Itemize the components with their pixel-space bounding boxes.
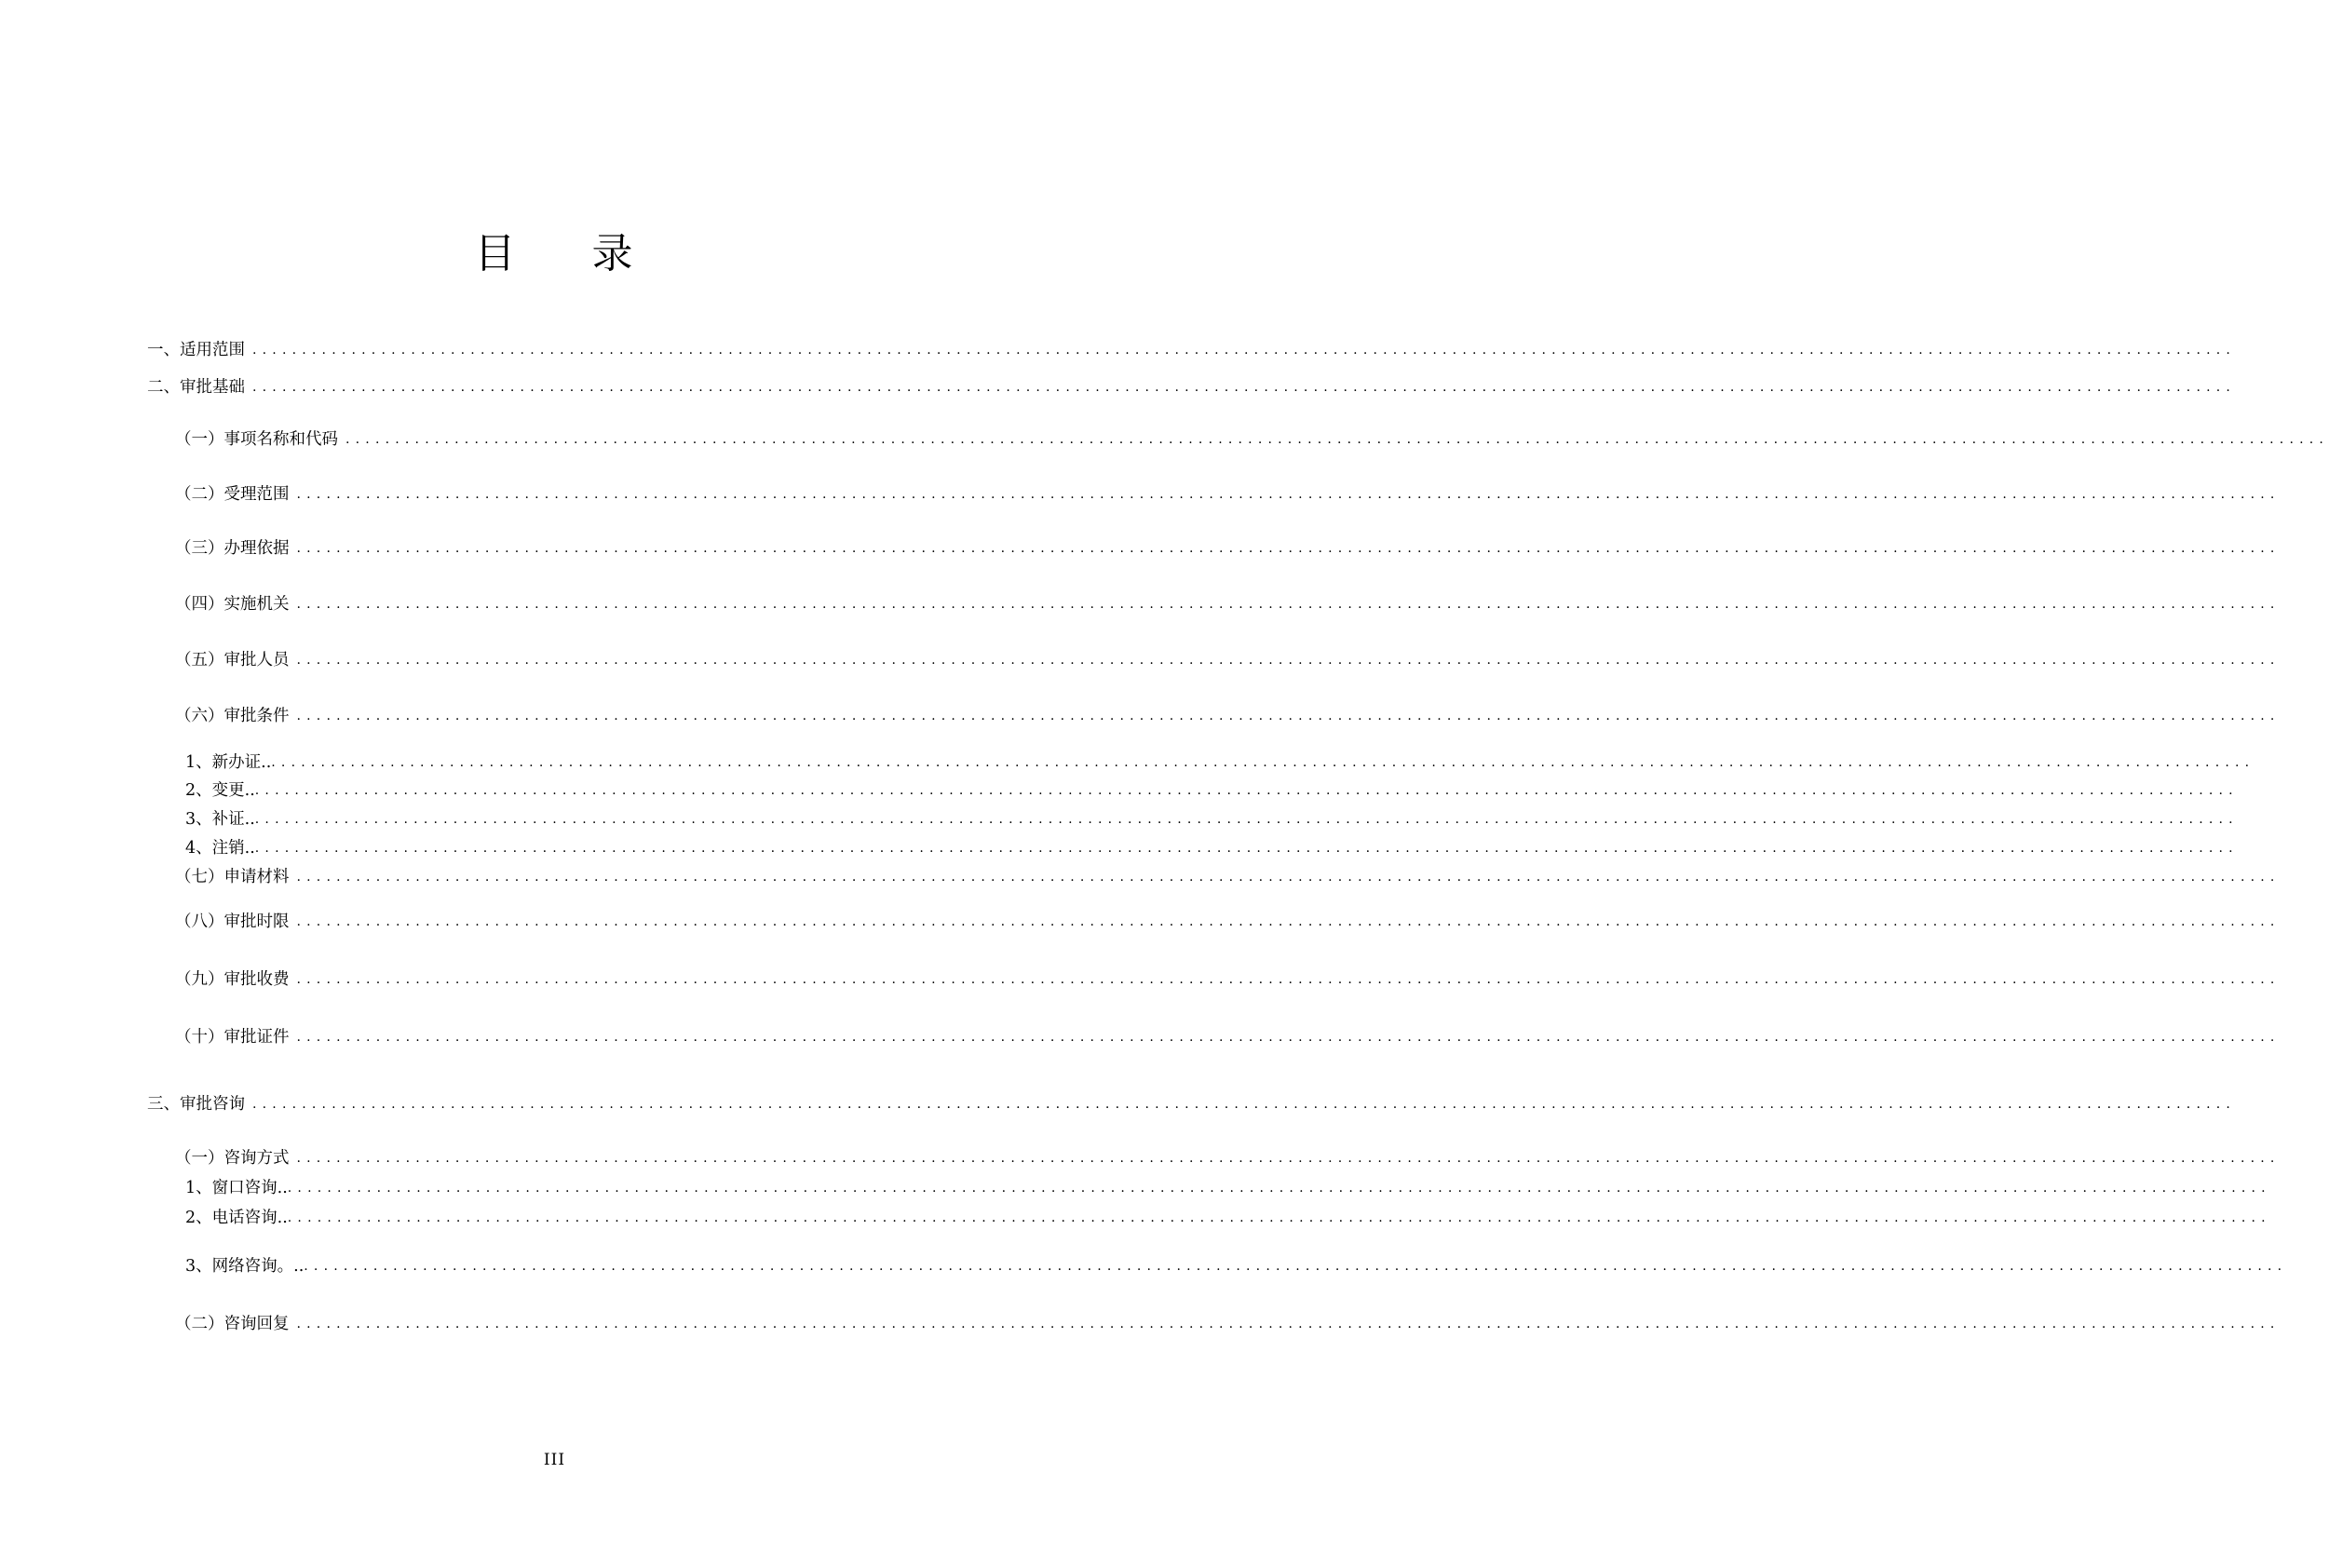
toc-entry[interactable] xyxy=(175,703,2281,727)
toc-leader-dots: ........................................................................................................................................................................................................ xyxy=(296,1317,2281,1331)
toc-entry-label: （六）审批条件 xyxy=(175,707,290,725)
toc-entry-label: 3、补证.. xyxy=(185,810,255,829)
toc-entry-label: 2、电话咨询.. xyxy=(185,1209,288,1227)
toc-leader-dots: ........................................................................................................................................................................................................ xyxy=(296,914,2281,929)
toc-leader-dots: ........................................................................................................................................................................................................ xyxy=(271,755,2255,770)
toc-entry-label: 三、审批咨询 xyxy=(147,1095,245,1114)
toc-entry[interactable] xyxy=(175,1024,2281,1048)
toc-entry-label: （一）咨询方式 xyxy=(175,1149,290,1168)
page-number: III xyxy=(543,1451,566,1469)
toc-entry-label: （二）受理范围 xyxy=(175,485,290,504)
toc-entry[interactable] xyxy=(175,647,2281,671)
toc-entry[interactable] xyxy=(175,966,2281,991)
toc-entry[interactable] xyxy=(175,909,2281,933)
toc-entry-label: （七）申请材料 xyxy=(175,868,290,886)
toc-entry[interactable] xyxy=(185,806,2239,831)
toc-entry[interactable] xyxy=(185,1205,2271,1229)
toc-entry[interactable] xyxy=(147,1091,2237,1115)
toc-entry[interactable] xyxy=(185,835,2239,859)
toc-title xyxy=(0,228,1109,280)
toc-title-char-2: 录 xyxy=(591,230,635,277)
toc-entry[interactable] xyxy=(175,864,2281,888)
toc-leader-dots: ........................................................................................................................................................................................................ xyxy=(296,597,2281,612)
toc-entry[interactable] xyxy=(185,1253,2288,1277)
toc-entry-label: 3、网络咨询。.. xyxy=(185,1257,305,1276)
toc-entry-label: （三）办理依据 xyxy=(175,539,290,558)
toc-entry-label: 4、注销.. xyxy=(185,839,255,858)
toc-entry-label: （四）实施机关 xyxy=(175,595,290,614)
toc-entry[interactable] xyxy=(175,426,2329,451)
toc-entry[interactable] xyxy=(175,535,2281,560)
toc-leader-dots: ........................................................................................................................................................................................................ xyxy=(252,380,2237,395)
toc-leader-dots: ........................................................................................................................................................................................................ xyxy=(296,653,2281,668)
toc-entry[interactable] xyxy=(185,777,2239,802)
toc-entry-label: （八）审批时限 xyxy=(175,912,290,931)
toc-entry[interactable] xyxy=(175,1145,2281,1169)
toc-entry-label: 二、审批基础 xyxy=(147,378,245,397)
toc-leader-dots: ........................................................................................................................................................................................................ xyxy=(296,870,2281,885)
toc-entry[interactable] xyxy=(175,481,2281,506)
toc-title-char-1: 目 xyxy=(474,230,518,277)
toc-leader-dots: ........................................................................................................................................................................................................ xyxy=(296,972,2281,987)
toc-leader-dots: ........................................................................................................................................................................................................ xyxy=(345,432,2329,447)
toc-leader-dots: ........................................................................................................................................................................................................ xyxy=(296,541,2281,556)
toc-leader-dots: ........................................................................................................................................................................................................ xyxy=(287,1181,2271,1196)
toc-leader-dots: ........................................................................................................................................................................................................ xyxy=(287,1210,2271,1225)
toc-entry-label: （九）审批收费 xyxy=(175,970,290,989)
toc-entry-label: 一、适用范围 xyxy=(147,341,245,359)
toc-leader-dots: ........................................................................................................................................................................................................ xyxy=(296,1151,2281,1166)
toc-entry[interactable] xyxy=(147,337,2237,361)
toc-entry[interactable] xyxy=(147,374,2237,399)
toc-leader-dots: ........................................................................................................................................................................................................ xyxy=(254,812,2239,827)
toc-leader-dots: ........................................................................................................................................................................................................ xyxy=(296,709,2281,723)
toc-entry-label: 2、变更.. xyxy=(185,781,255,800)
toc-leader-dots: ........................................................................................................................................................................................................ xyxy=(252,1097,2237,1112)
toc-entry-label: （五）审批人员 xyxy=(175,651,290,669)
toc-leader-dots: ........................................................................................................................................................................................................ xyxy=(296,487,2281,502)
toc-entry[interactable] xyxy=(185,750,2255,774)
toc-entry[interactable] xyxy=(185,1175,2271,1199)
toc-entry-label: （十）审批证件 xyxy=(175,1028,290,1047)
toc-entry-label: （一）事项名称和代码 xyxy=(175,430,338,449)
toc-leader-dots: ........................................................................................................................................................................................................ xyxy=(296,1030,2281,1045)
toc-leader-dots: ........................................................................................................................................................................................................ xyxy=(252,343,2237,358)
toc-leader-dots: ........................................................................................................................................................................................................ xyxy=(254,783,2239,798)
toc-entry[interactable] xyxy=(175,591,2281,615)
toc-entry-label: 1、窗口咨询.. xyxy=(185,1179,288,1197)
toc-leader-dots: ........................................................................................................................................................................................................ xyxy=(304,1259,2288,1274)
toc-leader-dots: ........................................................................................................................................................................................................ xyxy=(254,841,2239,856)
toc-entry-label: （二）咨询回复 xyxy=(175,1315,290,1333)
toc-entry-label: 1、新办证.. xyxy=(185,753,272,772)
toc-entry[interactable] xyxy=(175,1311,2281,1335)
